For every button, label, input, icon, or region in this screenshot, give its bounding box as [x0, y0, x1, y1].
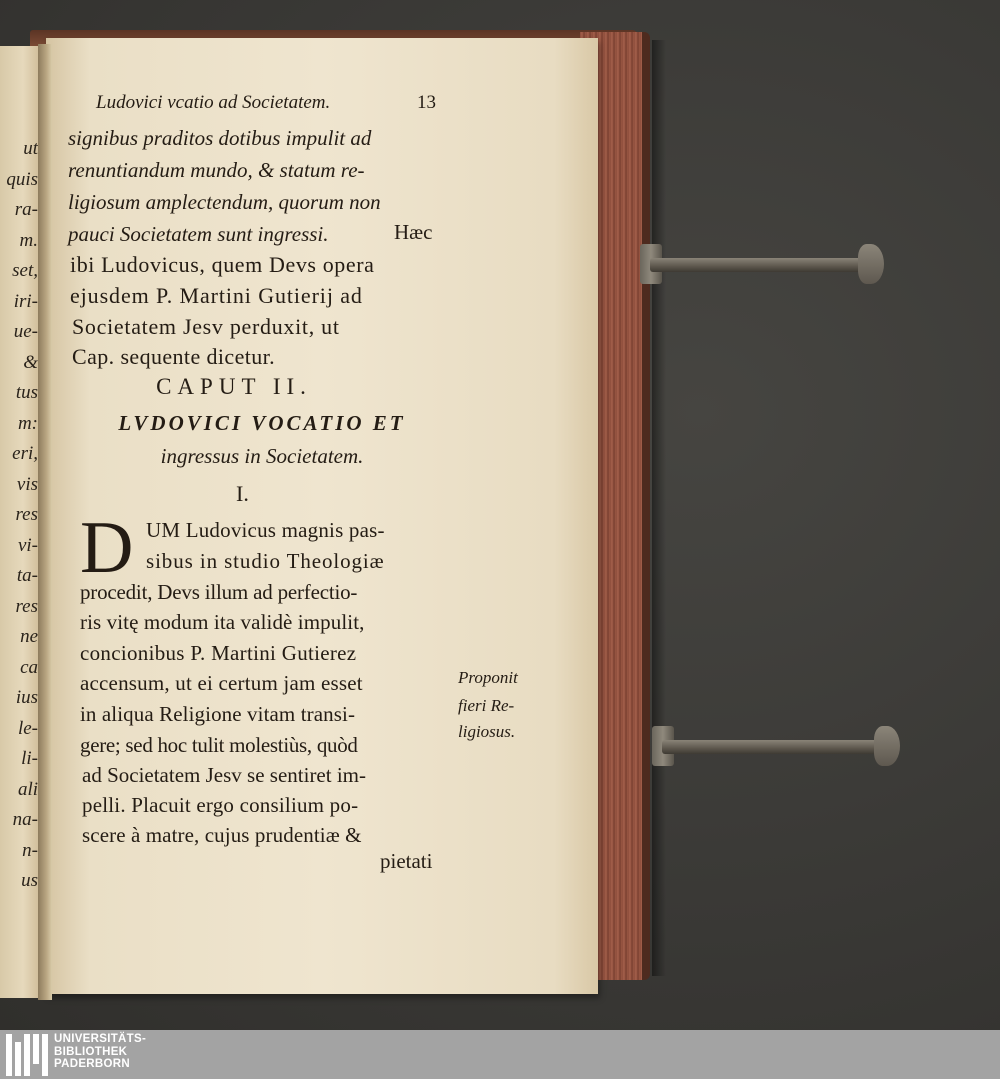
university-library-logo-icon	[6, 1034, 48, 1076]
left-fragment: vi-	[17, 534, 38, 556]
text-line: concionibus P. Martini Gutierez	[80, 641, 357, 665]
previous-page-sliver	[0, 46, 42, 998]
book-clasp-top	[640, 252, 886, 276]
left-fragment: us	[21, 870, 38, 891]
text-line: pelli. Placuit ergo consilium po-	[82, 793, 359, 817]
left-fragment: iri-	[13, 290, 38, 312]
text-line: scere à matre, cujus prudentiæ &	[82, 823, 362, 847]
text-line: pauci Societatem sunt ingressi.	[68, 222, 329, 246]
clasp-tip	[858, 244, 884, 284]
text-line: UM Ludovicus magnis pas-	[146, 518, 385, 542]
text-line: ad Societatem Jesv se sentiret im-	[82, 763, 367, 787]
left-fragment: ra-	[14, 199, 38, 220]
left-fragment: m.	[19, 229, 38, 251]
page-number: 13	[417, 92, 436, 113]
left-fragment: ue-	[13, 321, 38, 342]
running-head-title: Ludovici vcatio ad Societatem.	[96, 92, 331, 113]
chapter-title: LVDOVICI VOCATIO ET	[118, 411, 406, 435]
left-fragment: set,	[12, 260, 38, 281]
left-fragment: n-	[22, 839, 38, 861]
left-fragment: vis	[16, 473, 38, 495]
catchword: pietati	[380, 849, 433, 873]
left-fragment: na-	[12, 809, 38, 830]
previous-page-text	[0, 138, 42, 901]
chapter-heading: CAPUT II.	[156, 374, 312, 399]
left-fragment: ca	[20, 656, 38, 678]
drop-cap: D	[80, 507, 134, 589]
page-gutter	[38, 44, 52, 1000]
left-fragment: ut	[23, 138, 38, 159]
marginal-note-line: fieri Re-	[458, 696, 515, 715]
text-line: accensum, ut ei certum jam esset	[80, 671, 363, 695]
text-line: Cap. sequente dicetur.	[72, 344, 276, 369]
left-fragment: ius	[15, 687, 38, 708]
text-line: Societatem Jesv perduxit, ut	[72, 314, 340, 339]
library-name-line: BIBLIOTHEK	[54, 1045, 128, 1058]
left-fragment: tus	[15, 382, 38, 403]
running-head	[96, 92, 436, 122]
fore-edge-shadow	[652, 40, 666, 976]
text-line: procedit, Devs illum ad perfectio-	[80, 580, 358, 604]
marginal-note-line: Proponit	[458, 668, 518, 687]
clasp-bar	[662, 740, 884, 754]
book-clasp-bottom	[652, 734, 902, 758]
text-line: ejusdem P. Martini Gutierij ad	[70, 283, 363, 308]
left-fragment: le-	[17, 717, 38, 739]
section-number: I.	[236, 481, 249, 506]
left-fragment: m:	[17, 412, 38, 434]
text-line: ligiosum amplectendum, quorum non	[68, 190, 381, 214]
left-fragment: res	[15, 595, 38, 617]
library-name	[54, 1033, 146, 1071]
text-line: gere; sed hoc tulit molestiùs, quòd	[80, 733, 358, 757]
text-line: ibi Ludovicus, quem Devs opera	[70, 252, 375, 277]
marginal-note-line: ligiosus.	[458, 722, 516, 741]
left-fragment: eri,	[12, 443, 38, 464]
text-line: signibus praditos dotibus impulit ad	[68, 126, 372, 150]
left-fragment: ta-	[16, 565, 38, 586]
clasp-bar	[650, 258, 870, 272]
left-fragment: quis	[6, 168, 38, 190]
library-name-line: UNIVERSITÄTS-	[54, 1033, 147, 1045]
text-word: Hæc	[394, 220, 433, 244]
text-line: renuntiandum mundo, & statum re-	[68, 158, 365, 182]
left-fragment: &	[23, 351, 38, 373]
left-fragment: res	[15, 504, 38, 525]
library-footer-bar	[0, 1030, 1000, 1079]
text-line: sibus in studio Theologiæ	[146, 549, 385, 573]
left-fragment: ali	[17, 778, 38, 800]
left-fragment: li-	[21, 748, 38, 769]
left-fragment: ne	[20, 626, 38, 647]
text-line: in aliqua Religione vitam transi-	[80, 702, 356, 726]
chapter-subtitle: ingressus in Societatem.	[160, 444, 364, 468]
library-name-line: PADERBORN	[54, 1058, 130, 1070]
clasp-tip	[874, 726, 900, 766]
text-line: ris vitę modum ita validè impulit,	[80, 610, 365, 634]
